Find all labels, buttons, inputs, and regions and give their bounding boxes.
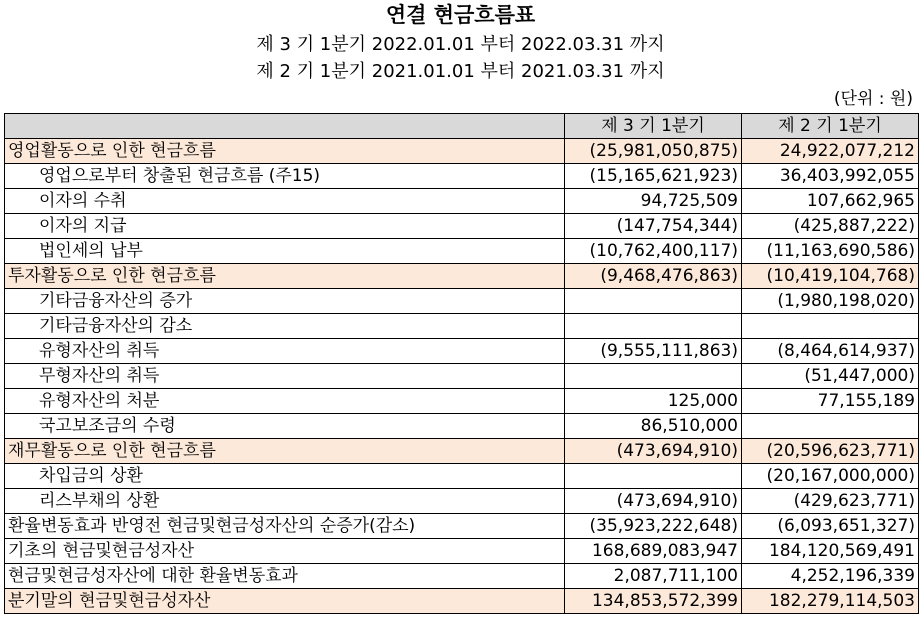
row-label: 유형자산의 처분: [5, 389, 565, 414]
row-label: 투자활동으로 인한 현금흐름: [5, 264, 565, 289]
row-current-value: (35,923,222,648): [565, 514, 742, 539]
table-row: [5, 164, 919, 189]
table-row: [5, 214, 919, 239]
row-prior-value: [742, 314, 919, 339]
row-current-value: 125,000: [565, 389, 742, 414]
row-label: 재무활동으로 인한 현금흐름: [5, 439, 565, 464]
row-label: 국고보조금의 수령: [5, 414, 565, 439]
row-prior-value: (20,596,623,771): [742, 439, 919, 464]
statement-title: 연결 현금흐름표: [385, 3, 536, 27]
row-prior-value: (11,163,690,586): [742, 239, 919, 264]
table-row: [5, 464, 919, 489]
row-current-value: 86,510,000: [565, 414, 742, 439]
row-label: 영업으로부터 창출된 현금흐름 (주15): [5, 164, 565, 189]
row-current-value: (15,165,621,923): [565, 164, 742, 189]
row-prior-value: (51,447,000): [742, 364, 919, 389]
header-prior-period: 제 2 기 1분기: [742, 114, 919, 139]
row-prior-value: 4,252,196,339: [742, 564, 919, 589]
row-prior-value: 107,662,965: [742, 189, 919, 214]
row-prior-value: (20,167,000,000): [742, 464, 919, 489]
cash-flow-table: [4, 113, 919, 614]
row-current-value: [565, 289, 742, 314]
row-prior-value: (6,093,651,327): [742, 514, 919, 539]
row-current-value: 2,087,711,100: [565, 564, 742, 589]
row-prior-value: (1,980,198,020): [742, 289, 919, 314]
header-label-cell: [5, 114, 565, 139]
row-label: 차입금의 상환: [5, 464, 565, 489]
row-label: 이자의 수취: [5, 189, 565, 214]
row-current-value: (10,762,400,117): [565, 239, 742, 264]
table-row: [5, 414, 919, 439]
table-row: [5, 564, 919, 589]
table-row: [5, 264, 919, 289]
header-current-period: 제 3 기 1분기: [565, 114, 742, 139]
row-current-value: (25,981,050,875): [565, 139, 742, 164]
row-current-value: (9,555,111,863): [565, 339, 742, 364]
period-current: 제 3 기 1분기 2022.01.01 부터 2022.03.31 까지: [256, 34, 665, 55]
period-prior: 제 2 기 1분기 2021.01.01 부터 2021.03.31 까지: [256, 61, 665, 82]
table-row: [5, 289, 919, 314]
row-prior-value: 77,155,189: [742, 389, 919, 414]
row-label: 영업활동으로 인한 현금흐름: [5, 139, 565, 164]
table-row: [5, 514, 919, 539]
table-row: [5, 314, 919, 339]
row-label: 기타금융자산의 감소: [5, 314, 565, 339]
table-row: [5, 539, 919, 564]
row-current-value: [565, 364, 742, 389]
table-row: [5, 364, 919, 389]
row-prior-value: 184,120,569,491: [742, 539, 919, 564]
row-current-value: (9,468,476,863): [565, 264, 742, 289]
row-current-value: (147,754,344): [565, 214, 742, 239]
row-current-value: 94,725,509: [565, 189, 742, 214]
row-current-value: 168,689,083,947: [565, 539, 742, 564]
table-header-row: [5, 114, 919, 139]
unit-label: (단위 : 원): [833, 89, 913, 109]
row-label: 기타금융자산의 증가: [5, 289, 565, 314]
row-current-value: [565, 464, 742, 489]
row-prior-value: (10,419,104,768): [742, 264, 919, 289]
table-row: [5, 339, 919, 364]
table-row: [5, 489, 919, 514]
row-prior-value: 36,403,992,055: [742, 164, 919, 189]
table-row: [5, 389, 919, 414]
row-prior-value: 24,922,077,212: [742, 139, 919, 164]
table-row: [5, 189, 919, 214]
row-label: 현금및현금성자산에 대한 환율변동효과: [5, 564, 565, 589]
row-label: 유형자산의 취득: [5, 339, 565, 364]
row-label: 환율변동효과 반영전 현금및현금성자산의 순증가(감소): [5, 514, 565, 539]
row-label: 기초의 현금및현금성자산: [5, 539, 565, 564]
row-label: 무형자산의 취득: [5, 364, 565, 389]
row-current-value: (473,694,910): [565, 439, 742, 464]
row-label: 이자의 지급: [5, 214, 565, 239]
row-prior-value: (429,623,771): [742, 489, 919, 514]
table-row: [5, 139, 919, 164]
row-label: 리스부채의 상환: [5, 489, 565, 514]
row-prior-value: [742, 414, 919, 439]
row-current-value: [565, 314, 742, 339]
row-prior-value: (425,887,222): [742, 214, 919, 239]
table-row: [5, 439, 919, 464]
row-prior-value: 182,279,114,503: [742, 589, 919, 614]
table-row: [5, 589, 919, 614]
table-row: [5, 239, 919, 264]
row-label: 분기말의 현금및현금성자산: [5, 589, 565, 614]
row-label: 법인세의 납부: [5, 239, 565, 264]
row-current-value: 134,853,572,399: [565, 589, 742, 614]
row-current-value: (473,694,910): [565, 489, 742, 514]
row-prior-value: (8,464,614,937): [742, 339, 919, 364]
